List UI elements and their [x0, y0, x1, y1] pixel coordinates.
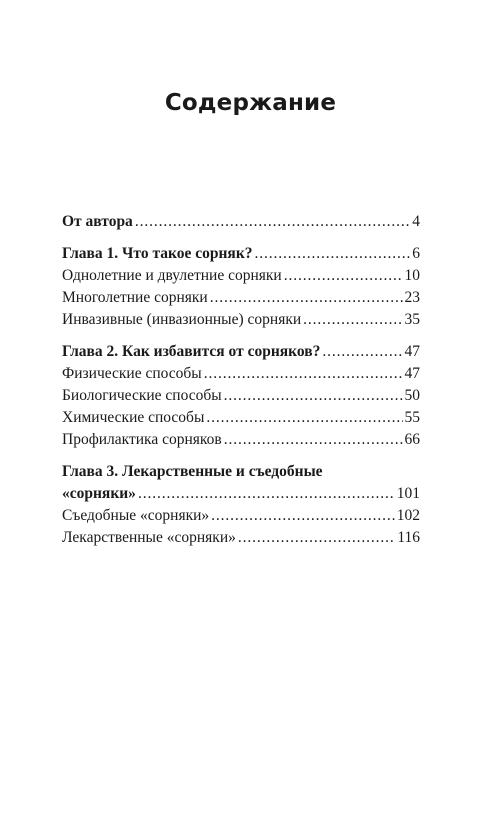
- toc-entry[interactable]: [62, 287, 420, 309]
- dot-leader: [210, 287, 403, 309]
- toc-entry-label: Однолетние и двулетние сорняки: [62, 267, 282, 284]
- toc-page-number: 47: [404, 343, 420, 360]
- dot-leader: [322, 341, 402, 363]
- toc-section-intro: [62, 211, 420, 233]
- toc-entry-label: Профилактика сорняков: [62, 431, 222, 448]
- dot-leader: [211, 505, 395, 527]
- toc-entry-label: Глава 2. Как избавится от сорняков?: [62, 343, 321, 360]
- toc-page-number: 47: [404, 365, 420, 382]
- toc-chapter-heading[interactable]: [62, 483, 420, 505]
- page-title: Содержание: [164, 90, 337, 116]
- dot-leader: [303, 309, 402, 331]
- toc-chapter-heading[interactable]: [62, 341, 420, 363]
- dot-leader: [135, 211, 410, 233]
- dot-leader: [206, 407, 402, 429]
- toc-page-number: 50: [404, 387, 420, 404]
- dot-leader: [238, 527, 395, 549]
- toc-section-chapter-3: [62, 461, 420, 549]
- toc-entry[interactable]: [62, 429, 420, 451]
- toc-entry-label: От автора: [62, 213, 133, 230]
- toc-section-chapter-1: [62, 243, 420, 331]
- dot-leader: [255, 243, 411, 265]
- toc-chapter-heading-line[interactable]: Глава 3. Лекарственные и съедобные: [62, 463, 323, 480]
- dot-leader: [204, 363, 403, 385]
- toc-chapter-heading[interactable]: [62, 243, 420, 265]
- toc-page-number: 102: [396, 507, 420, 524]
- toc-entry-label: Лекарственные «сорняки»: [62, 529, 236, 546]
- toc-page-number: 4: [412, 213, 420, 230]
- dot-leader: [284, 265, 403, 287]
- toc-entry[interactable]: [62, 265, 420, 287]
- toc-entry-label: Глава 1. Что такое сорняк?: [62, 245, 253, 262]
- toc-entry[interactable]: [62, 309, 420, 331]
- toc-page-number: 6: [412, 245, 420, 262]
- toc-entry[interactable]: [62, 407, 420, 429]
- toc-page-number: 116: [397, 529, 420, 546]
- dot-leader: [224, 429, 403, 451]
- toc-entry-label: Химические способы: [62, 409, 205, 426]
- toc-entry-label: Многолетние сорняки: [62, 289, 208, 306]
- toc-entry-intro[interactable]: [62, 211, 420, 233]
- table-of-contents: [62, 211, 420, 559]
- toc-entry[interactable]: [62, 363, 420, 385]
- toc-page-number: 23: [404, 289, 420, 306]
- toc-entry[interactable]: [62, 505, 420, 527]
- toc-page-number: 55: [404, 409, 420, 426]
- toc-section-chapter-2: [62, 341, 420, 451]
- toc-entry-label: Биологические способы: [62, 387, 222, 404]
- toc-entry-label: Инвазивные (инвазионные) сорняки: [62, 311, 302, 328]
- toc-entry[interactable]: [62, 385, 420, 407]
- toc-entry[interactable]: [62, 527, 420, 549]
- toc-page-number: 66: [404, 431, 420, 448]
- toc-page-number: 35: [404, 311, 420, 328]
- dot-leader: [224, 385, 403, 407]
- toc-entry-label: Физические способы: [62, 365, 202, 382]
- toc-page-number: 101: [396, 485, 420, 502]
- toc-entry-label: Съедобные «сорняки»: [62, 507, 210, 524]
- dot-leader: [138, 483, 395, 505]
- toc-page-number: 10: [404, 267, 420, 284]
- toc-entry-label: «сорняки»: [62, 485, 136, 502]
